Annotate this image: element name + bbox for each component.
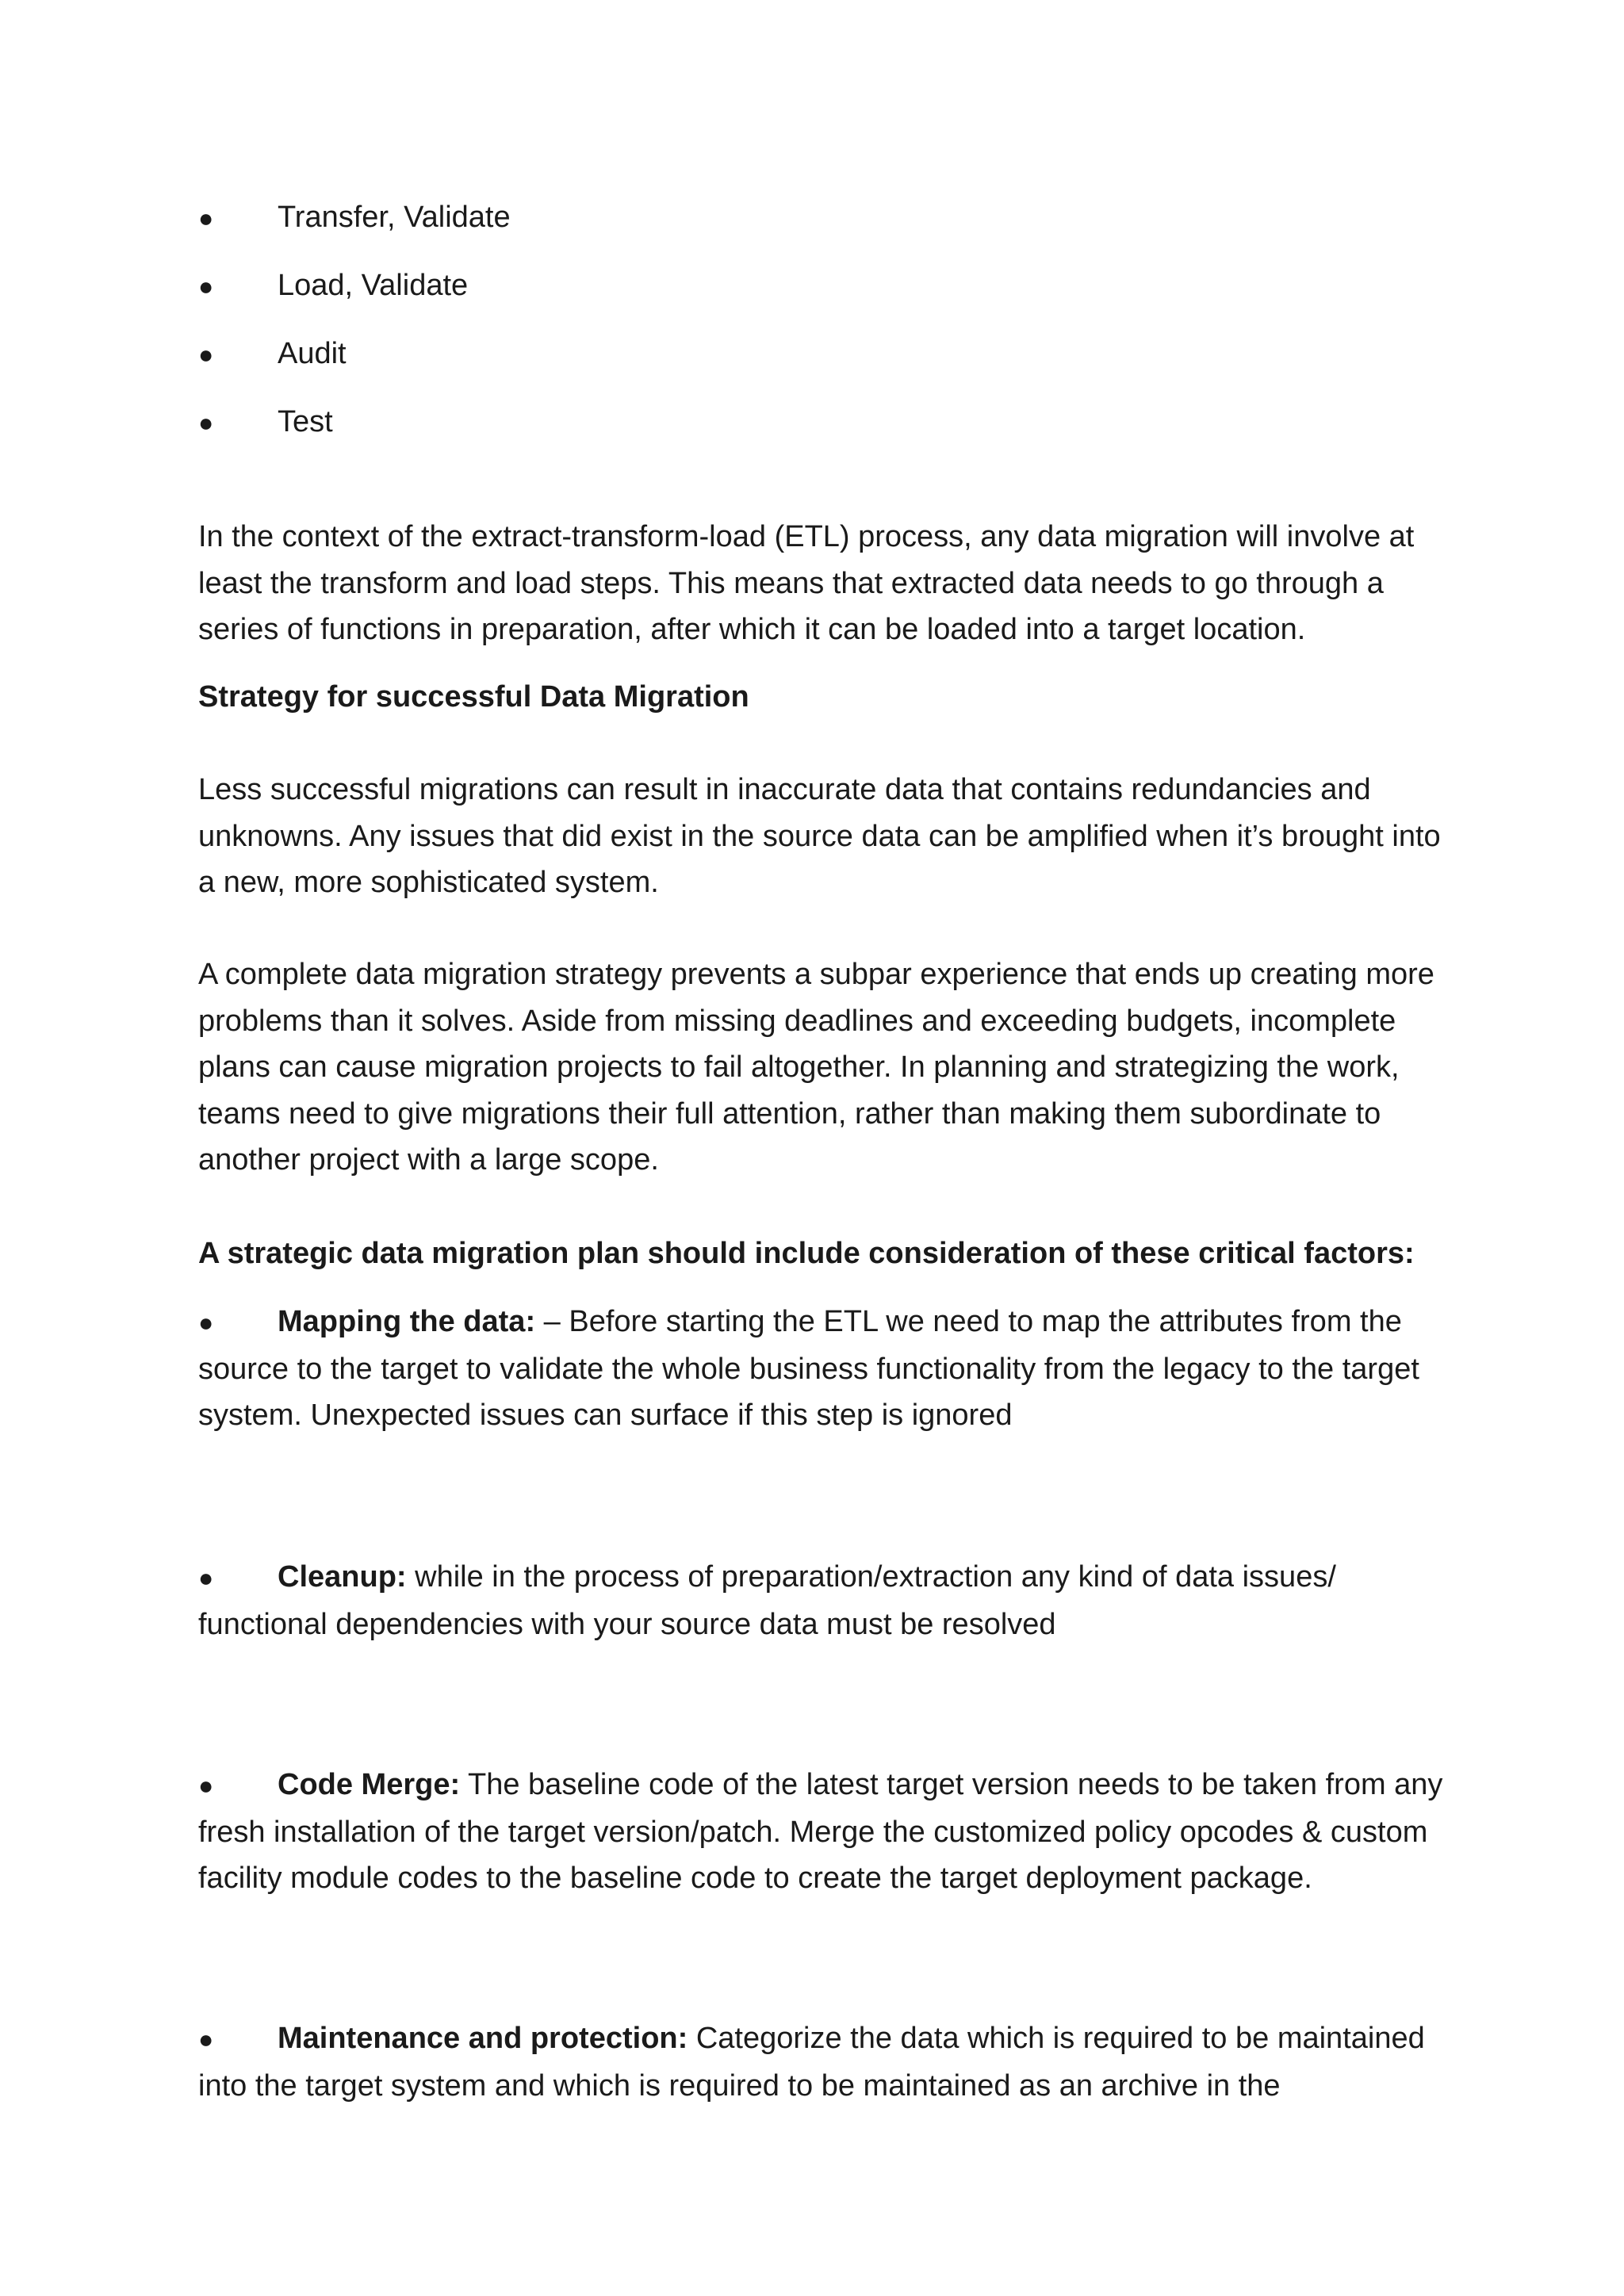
bullet-icon: ● xyxy=(198,1308,214,1337)
factor-text: while in the process of preparation/extraction any kind of data issues/ functional dependencies with your source data must be resolved xyxy=(198,1560,1336,1641)
factor-cleanup-item xyxy=(198,1554,1451,1647)
factor-title: Code Merge: xyxy=(278,1768,461,1801)
list-item-text: Load, Validate xyxy=(278,269,469,302)
complete-strategy-paragraph: A complete data migration strategy prevents a subpar experience that ends up creating more problems than it solves. Aside from missing deadlines and exceeding budgets, incomplete plans can cause migration projects to fail altogether. In planning and strategizing the work, teams need to give migrations their full attention, rather than making them subordinate to another project with a large scope. xyxy=(198,958,1434,1177)
bullet-icon: ● xyxy=(198,2025,214,2053)
bullet-icon: ● xyxy=(198,408,214,437)
list-item xyxy=(198,262,1451,310)
factor-text: Categorize the data which is required to be maintained into the target system and which is required to be maintained as an archive in the xyxy=(198,2022,1425,2103)
factor-text: – Before starting the ETL we need to map the attributes from the source to the target to validate the whole business functionality from the legacy to the target system. Unexpected issues can surface if this step is ignored xyxy=(198,1305,1419,1432)
bullet-icon: ● xyxy=(198,1771,214,1800)
list-item xyxy=(198,331,1451,378)
less-successful-paragraph: Less successful migrations can result in inaccurate data that contains redundancies and unknowns. Any issues that did exist in the source data can be amplified when it’s brought into a new, more sophisticated system. xyxy=(198,773,1441,899)
list-item-text: Audit xyxy=(278,337,347,370)
factor-title: Cleanup: xyxy=(278,1560,407,1594)
etl-context-paragraph: In the context of the extract-transform-load (ETL) process, any data migration will involve at least the transform and load steps. This means that extracted data needs to go through a series of functions in preparation, after which it can be loaded into a target location. xyxy=(198,520,1415,646)
bullet-icon: ● xyxy=(198,340,214,369)
factor-title: Maintenance and protection: xyxy=(278,2022,688,2055)
factor-title: Mapping the data: xyxy=(278,1305,536,1338)
bullet-icon: ● xyxy=(198,272,214,300)
factors-heading: A strategic data migration plan should include consideration of these critical factors: xyxy=(198,1237,1415,1270)
bullet-icon: ● xyxy=(198,1563,214,1592)
list-item-text: Test xyxy=(278,405,333,438)
bullet-icon: ● xyxy=(198,204,214,232)
factor-code-merge-item xyxy=(198,1762,1451,1902)
strategy-heading: Strategy for successful Data Migration xyxy=(198,680,749,714)
factor-maintenance-item xyxy=(198,2015,1451,2109)
list-item xyxy=(198,194,1451,242)
factor-text: The baseline code of the latest target version needs to be taken from any fresh installation of the target version/patch. Merge the customized policy opcodes & custom facility module codes to the baseline code to create the target deployment package. xyxy=(198,1768,1443,1895)
factor-mapping-item xyxy=(198,1299,1451,1439)
list-item-text: Transfer, Validate xyxy=(278,201,511,234)
list-item xyxy=(198,399,1451,446)
